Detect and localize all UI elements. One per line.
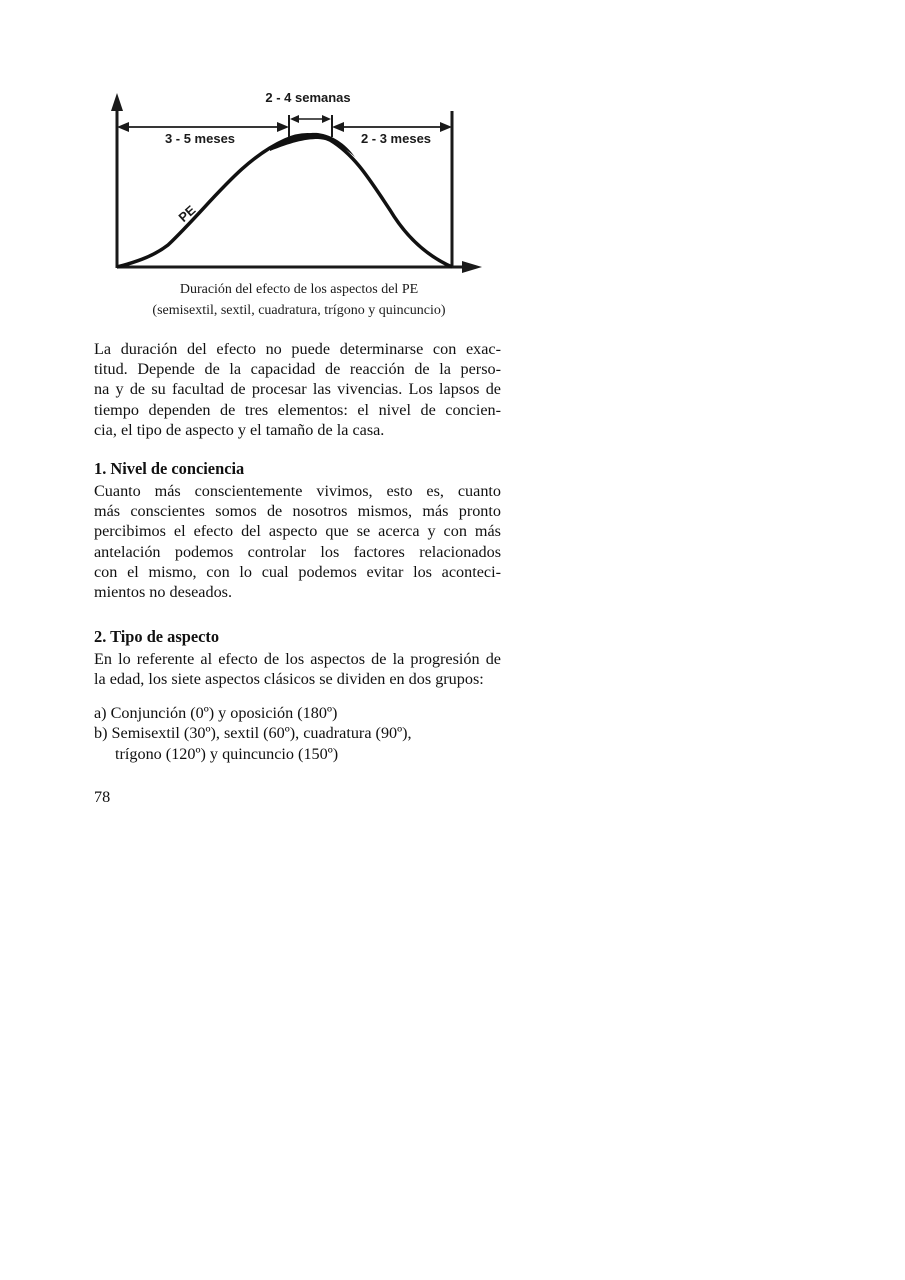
paragraph-line: cia, el tipo de aspecto y el tamaño de la casa. <box>94 420 385 439</box>
paragraph-line: titud. Depende de la capacidad de reacción de la perso- <box>94 360 501 379</box>
paragraph-line: na y de su facultad de procesar las vivencias. Los lapsos de <box>94 380 501 399</box>
caption-line-2: (semisextil, sextil, cuadratura, trígono y quincuncio) <box>152 303 446 318</box>
figure-caption <box>94 279 504 321</box>
paragraph-line: con el mismo, con lo cual podemos evitar los aconteci- <box>94 562 501 581</box>
page-number: 78 <box>94 788 111 806</box>
arrow-2-4-semanas-right-head <box>322 115 331 123</box>
caption-line-1: Duración del efecto de los aspectos del PE <box>179 282 419 297</box>
paragraph-line: La duración del efecto no puede determinarse con exac- <box>94 340 501 358</box>
section-2-heading: 2. Tipo de aspecto <box>94 627 220 646</box>
paragraph-line: Cuanto más conscientemente vivimos, esto es, cuanto <box>94 482 501 500</box>
arrow-2-4-semanas-left-head <box>290 115 299 123</box>
paragraph-line: tiempo dependen de tres elementos: el nivel de concien- <box>94 400 501 419</box>
label-2-3-meses: 2 - 3 meses <box>360 131 432 146</box>
pe-curve-peak-band <box>270 133 355 157</box>
paragraph-line: la edad, los siete aspectos clásicos se dividen en dos grupos: <box>94 670 484 689</box>
arrow-3-5-meses-left-head <box>117 122 129 132</box>
pe-curve <box>117 135 452 267</box>
label-pe: PE <box>175 202 199 226</box>
section-1-paragraph <box>94 481 501 602</box>
arrow-3-5-meses-right-head <box>277 122 289 132</box>
list-item-b-continued: trígono (120º) y quincuncio (150º) <box>115 745 339 763</box>
arrow-2-3-meses-right-head <box>440 122 452 132</box>
list-item-a: a) Conjunción (0º) y oposición (180º) <box>94 704 338 722</box>
label-2-4-semanas: 2 - 4 semanas <box>265 90 351 105</box>
y-axis-arrowhead <box>111 93 123 111</box>
paragraph-line: más conscientes somos de nosotros mismos, más pronto <box>94 502 501 521</box>
arrow-2-3-meses-left-head <box>332 122 344 132</box>
label-3-5-meses: 3 - 5 meses <box>164 131 236 146</box>
list-item-b: b) Semisextil (30º), sextil (60º), cuadratura (90º), <box>94 724 412 742</box>
paragraph-line: mientos no deseados. <box>94 583 233 602</box>
paragraph-line: antelación podemos controlar los factores relacionados <box>94 542 501 561</box>
duration-diagram <box>100 85 490 280</box>
paragraph-line: En lo referente al efecto de los aspectos de la progresión de <box>94 650 501 668</box>
section-1-heading: 1. Nivel de conciencia <box>94 459 245 478</box>
section-2-paragraph <box>94 649 501 689</box>
intro-paragraph <box>94 339 501 440</box>
paragraph-line: percibimos el efecto del aspecto que se acerca y con más <box>94 522 501 541</box>
duration-diagram-svg <box>100 85 490 280</box>
x-axis-arrowhead <box>462 261 482 273</box>
